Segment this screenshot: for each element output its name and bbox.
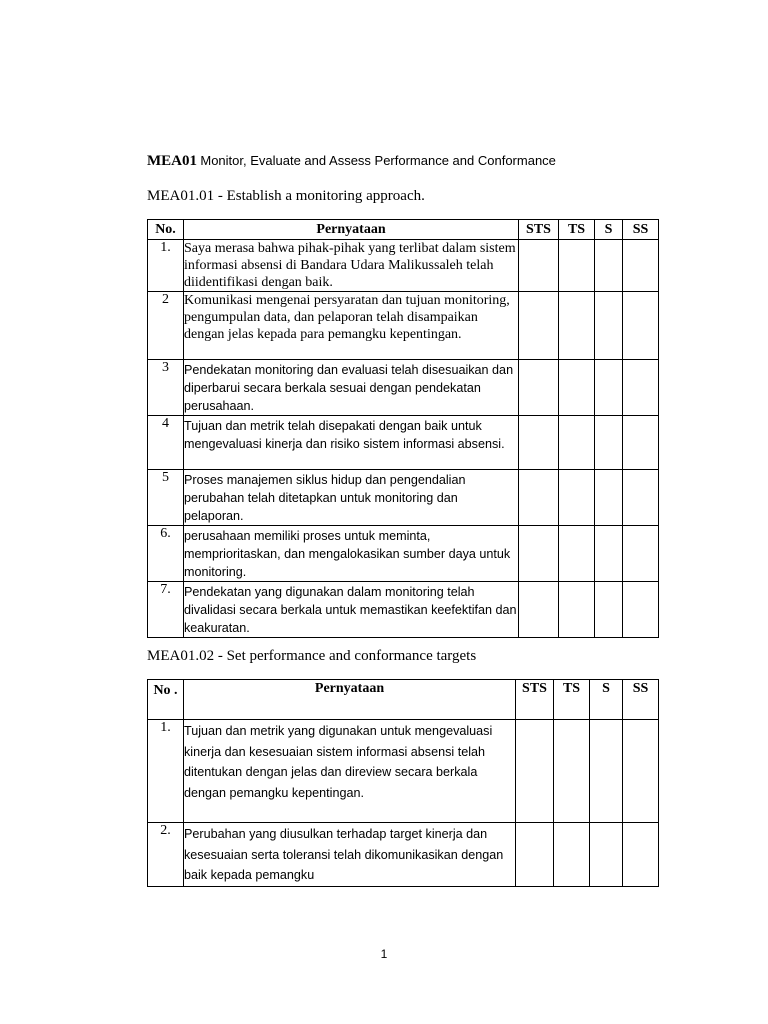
answer-cell-ss[interactable] — [623, 292, 659, 360]
table-row — [148, 416, 659, 470]
statement-cell — [184, 526, 519, 582]
column-header-s: S — [590, 680, 623, 720]
section-heading-mea01-02: MEA01.02 - Set performance and conformance targets — [147, 648, 477, 664]
main-heading-title: Monitor, Evaluate and Assess Performance and Conformance — [200, 153, 556, 168]
column-header-no: No. — [148, 220, 184, 240]
row-number: 1. — [148, 720, 184, 823]
answer-cell-sts[interactable] — [519, 470, 559, 526]
answer-cell-ts[interactable] — [559, 526, 595, 582]
answer-cell-sts[interactable] — [519, 360, 559, 416]
answer-cell-ts[interactable] — [554, 823, 590, 887]
statement-cell — [184, 240, 519, 292]
answer-cell-ss[interactable] — [623, 240, 659, 292]
table-row — [148, 582, 659, 638]
column-header-statement: Pernyataan — [184, 680, 516, 720]
answer-cell-s[interactable] — [590, 823, 623, 887]
statement-text: Pendekatan yang digunakan dalam monitoring telah divalidasi secara berkala untuk memastikan keefektifan dan keakuratan. — [184, 585, 517, 635]
column-header-sts: STS — [519, 220, 559, 240]
table-row — [148, 720, 659, 823]
row-number: 1. — [148, 240, 184, 292]
page-number: 1 — [380, 947, 388, 961]
answer-cell-s[interactable] — [595, 240, 623, 292]
statement-text: Perubahan yang diusulkan terhadap target kinerja dan kesesuaian serta toleransi telah dikomunikasikan dengan baik kepada pemangku — [184, 827, 504, 882]
answer-cell-ss[interactable] — [623, 823, 659, 887]
statement-text: Tujuan dan metrik yang digunakan untuk mengevaluasi kinerja dan kesesuaian sistem informasi absensi telah ditentukan dengan jelas dan direview secara berkala dengan pemangku kepentingan. — [184, 724, 493, 800]
row-number: 2. — [148, 823, 184, 887]
statement-text: Pendekatan monitoring dan evaluasi telah disesuaikan dan diperbarui secara berkala sesuai dengan pendekatan perusahaan. — [184, 363, 514, 413]
statement-text: Proses manajemen siklus hidup dan pengendalian perubahan telah ditetapkan untuk monitoring dan pelaporan. — [184, 473, 466, 523]
statement-cell — [184, 416, 519, 470]
column-header-ss: SS — [623, 680, 659, 720]
column-header-sts: STS — [516, 680, 554, 720]
table-row — [148, 360, 659, 416]
table-row — [148, 240, 659, 292]
answer-cell-ts[interactable] — [559, 470, 595, 526]
row-number: 2 — [148, 292, 184, 360]
section-heading-mea01-01: MEA01.01 - Establish a monitoring approach. — [147, 188, 425, 204]
answer-cell-s[interactable] — [595, 526, 623, 582]
table-row — [148, 470, 659, 526]
row-number: 7. — [148, 582, 184, 638]
table-row — [148, 823, 659, 887]
answer-cell-s[interactable] — [595, 416, 623, 470]
statement-cell — [184, 292, 519, 360]
answer-cell-ss[interactable] — [623, 416, 659, 470]
row-number: 4 — [148, 416, 184, 470]
answer-cell-ss[interactable] — [623, 470, 659, 526]
answer-cell-s[interactable] — [595, 582, 623, 638]
answer-cell-s[interactable] — [590, 720, 623, 823]
answer-cell-ss[interactable] — [623, 720, 659, 823]
column-header-ts: TS — [559, 220, 595, 240]
row-number: 5 — [148, 470, 184, 526]
questionnaire-table-mea01-02 — [147, 679, 659, 887]
column-header-statement: Pernyataan — [184, 220, 519, 240]
column-header-ts: TS — [554, 680, 590, 720]
statement-text: Saya merasa bahwa pihak-pihak yang terlibat dalam sistem informasi absensi di Bandara Udara Malikussaleh telah diidentifikasi dengan baik. — [184, 241, 516, 290]
answer-cell-sts[interactable] — [519, 582, 559, 638]
answer-cell-sts[interactable] — [516, 720, 554, 823]
column-header-s: S — [595, 220, 623, 240]
answer-cell-ts[interactable] — [559, 582, 595, 638]
answer-cell-s[interactable] — [595, 360, 623, 416]
statement-cell — [184, 720, 516, 823]
table-row — [148, 526, 659, 582]
statement-cell — [184, 582, 519, 638]
column-header-ss: SS — [623, 220, 659, 240]
main-heading — [147, 153, 556, 170]
answer-cell-sts[interactable] — [516, 823, 554, 887]
answer-cell-s[interactable] — [595, 470, 623, 526]
statement-text: Tujuan dan metrik telah disepakati dengan baik untuk mengevaluasi kinerja dan risiko sistem informasi absensi. — [184, 419, 505, 451]
answer-cell-s[interactable] — [595, 292, 623, 360]
answer-cell-ts[interactable] — [559, 292, 595, 360]
statement-text: perusahaan memiliki proses untuk meminta, memprioritaskan, dan mengalokasikan sumber daya untuk monitoring. — [184, 529, 511, 579]
statement-text: Komunikasi mengenai persyaratan dan tujuan monitoring, pengumpulan data, dan pelaporan telah disampaikan dengan jelas kepada para pemangku kepentingan. — [184, 293, 510, 342]
answer-cell-sts[interactable] — [519, 292, 559, 360]
row-number: 3 — [148, 360, 184, 416]
questionnaire-table-mea01-01 — [147, 219, 659, 638]
statement-cell — [184, 823, 516, 887]
statement-cell — [184, 470, 519, 526]
answer-cell-sts[interactable] — [519, 240, 559, 292]
answer-cell-sts[interactable] — [519, 416, 559, 470]
statement-cell — [184, 360, 519, 416]
column-header-no: No . — [148, 680, 184, 720]
table-row — [148, 292, 659, 360]
answer-cell-ss[interactable] — [623, 582, 659, 638]
table-header-row — [148, 220, 659, 240]
answer-cell-ss[interactable] — [623, 526, 659, 582]
row-number: 6. — [148, 526, 184, 582]
table-header-row — [148, 680, 659, 720]
answer-cell-ss[interactable] — [623, 360, 659, 416]
answer-cell-ts[interactable] — [559, 360, 595, 416]
answer-cell-ts[interactable] — [559, 240, 595, 292]
main-heading-code: MEA01 — [147, 153, 197, 169]
answer-cell-ts[interactable] — [559, 416, 595, 470]
answer-cell-sts[interactable] — [519, 526, 559, 582]
answer-cell-ts[interactable] — [554, 720, 590, 823]
